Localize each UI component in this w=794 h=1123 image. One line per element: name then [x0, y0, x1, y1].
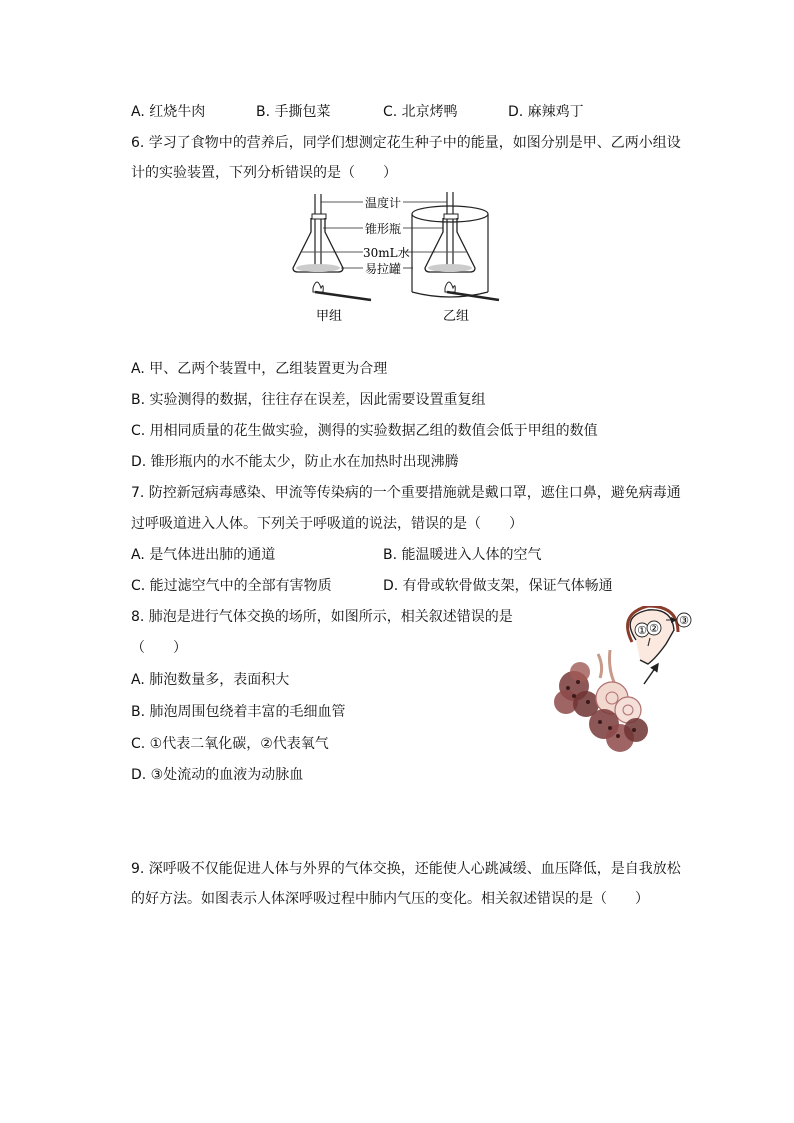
q7-option-a: A. 是气体进出肺的通道	[131, 547, 276, 563]
q8-option-a: A. 肺泡数量多，表面积大	[131, 672, 290, 688]
group-a-flask	[293, 194, 371, 300]
q8-alveoli-figure	[548, 606, 698, 776]
apparatus-diagram	[285, 188, 515, 328]
q9-stem-line1: 9. 深呼吸不仅能促进人体与外界的气体交换，还能使人心跳减缓、血压降低，是自我放松	[131, 861, 681, 877]
group-b-can-flask	[412, 192, 499, 300]
q7-option-d: D. 有骨或软骨做支架，保证气体畅通	[383, 578, 613, 594]
label-flask: 锥形瓶	[365, 222, 402, 236]
label-can: 易拉罐	[365, 262, 402, 276]
q6-option-c: C. 用相同质量的花生做实验，测得的实验数据乙组的数值会低于甲组的数值	[131, 423, 598, 439]
alveoli-diagram	[548, 606, 698, 776]
marker-3: ③	[679, 614, 689, 627]
q6-option-a: A. 甲、乙两个装置中，乙组装置更为合理	[131, 361, 388, 377]
q8-stem-line2: （ ）	[131, 640, 187, 656]
q5-option-b: B. 手撕包菜	[256, 104, 331, 120]
q8-stem-line1: 8. 肺泡是进行气体交换的场所，如图所示，相关叙述错误的是	[131, 609, 513, 625]
label-group-b: 乙组	[443, 309, 470, 324]
q5-option-c: C. 北京烤鸭	[383, 104, 458, 120]
q5-option-d: D. 麻辣鸡丁	[508, 104, 584, 120]
q6-stem-line1: 6. 学习了食物中的营养后，同学们想测定花生种子中的能量，如图分别是甲、乙两小组设	[131, 135, 681, 151]
marker-2: ②	[649, 622, 659, 635]
label-group-a: 甲组	[316, 309, 343, 324]
q7-stem-line2: 过呼吸道进入人体。下列关于呼吸道的说法，错误的是（ ）	[131, 516, 523, 532]
q6-apparatus-figure	[285, 188, 515, 328]
q8-option-b: B. 肺泡周围包绕着丰富的毛细血管	[131, 704, 346, 720]
alveoli-cluster	[554, 650, 648, 752]
q7-option-c: C. 能过滤空气中的全部有害物质	[131, 578, 332, 594]
label-water: 30mL水	[363, 246, 410, 260]
alveolus-detail	[628, 606, 691, 664]
q8-option-d: D. ③处流动的血液为动脉血	[131, 767, 304, 783]
q7-option-b: B. 能温暖进入人体的空气	[383, 547, 542, 563]
q7-stem-line1: 7. 防控新冠病毒感染、甲流等传染病的一个重要措施就是戴口罩，遮住口鼻，避免病毒通	[131, 485, 681, 501]
q6-option-b: B. 实验测得的数据，往往存在误差，因此需要设置重复组	[131, 392, 486, 408]
q6-option-d: D. 锥形瓶内的水不能太少，防止水在加热时出现沸腾	[131, 454, 459, 470]
q9-stem-line2: 的好方法。如图表示人体深呼吸过程中肺内气压的变化。相关叙述错误的是（ ）	[131, 891, 649, 907]
q5-option-a: A. 红烧牛肉	[131, 104, 206, 120]
marker-1: ①	[637, 624, 647, 637]
q6-stem-line2: 计的实验装置，下列分析错误的是（ ）	[131, 165, 397, 181]
q8-option-c: C. ①代表二氧化碳，②代表氧气	[131, 736, 329, 752]
label-thermometer: 温度计	[365, 196, 402, 210]
